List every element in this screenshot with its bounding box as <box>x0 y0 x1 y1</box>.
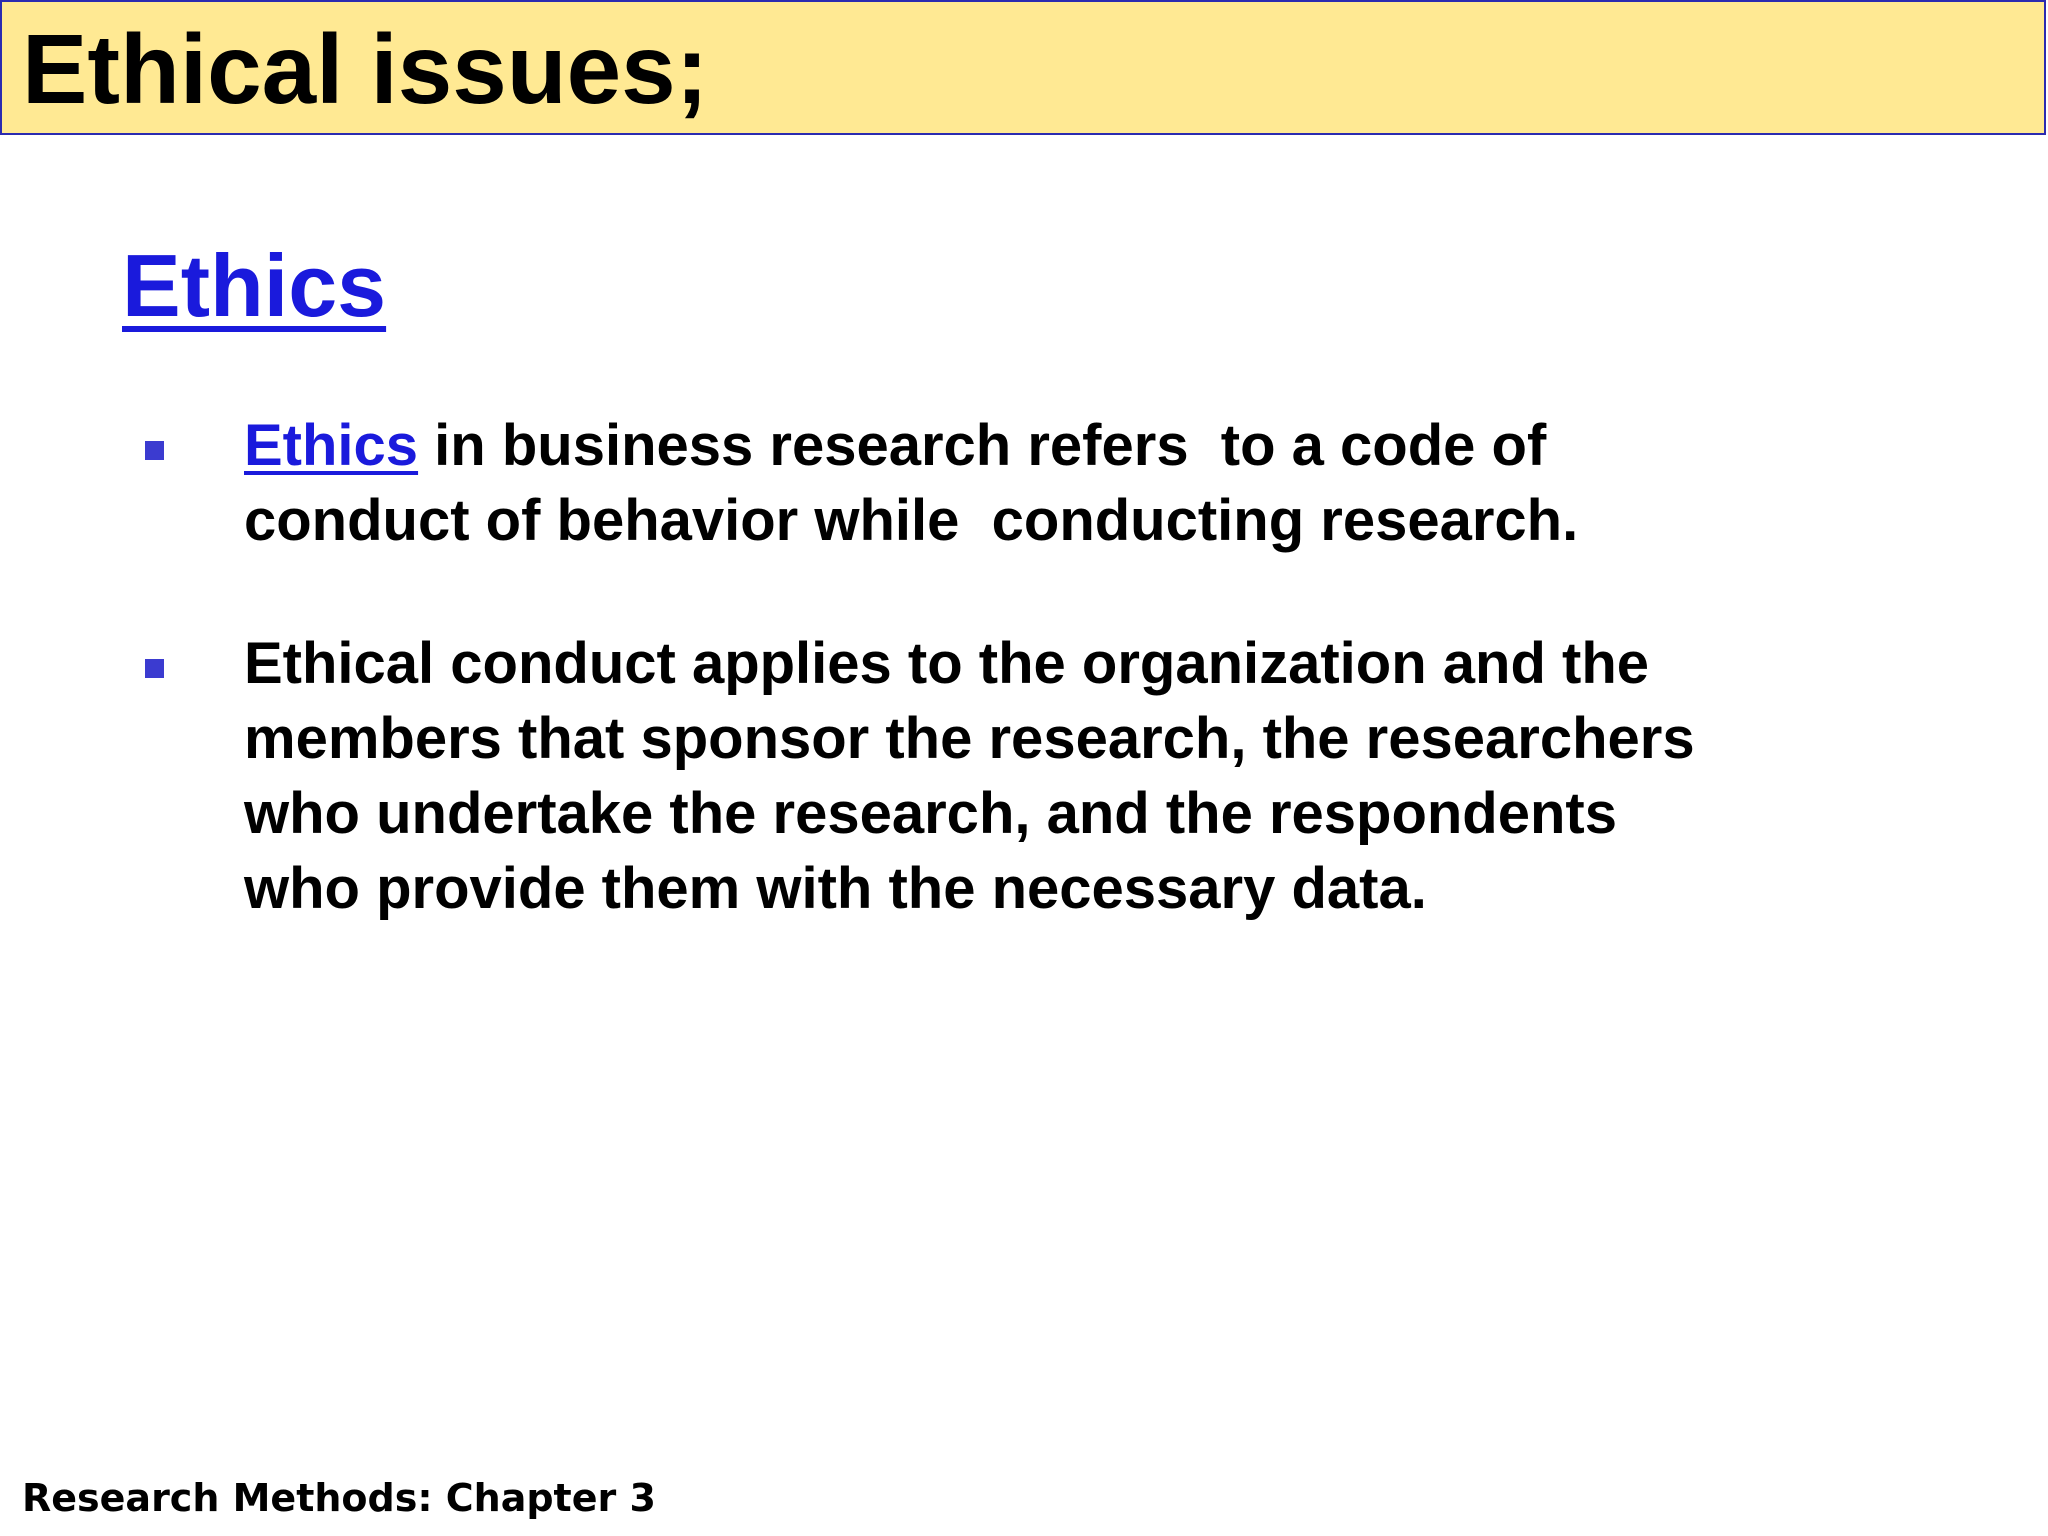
bullet-text-line: who undertake the research, and the respondents <box>244 781 1617 846</box>
bullet-text-line: members that sponsor the research, the researchers <box>244 706 1695 771</box>
bullet-text-line: conduct of behavior while conducting research. <box>244 488 1579 553</box>
ethics-link[interactable]: Ethics <box>244 413 419 478</box>
square-bullet-icon <box>145 659 164 678</box>
bullet-text-line: who provide them with the necessary data. <box>244 856 1427 921</box>
slide-title: Ethical issues; <box>22 14 709 124</box>
bullet-text <box>244 408 1944 558</box>
slide-footer: Research Methods: Chapter 3 <box>22 1476 656 1520</box>
square-bullet-icon <box>145 441 164 460</box>
bullet-text-line: Ethical conduct applies to the organization and the <box>244 631 1649 696</box>
bullet-text-line: in business research refers to a code of <box>418 413 1547 478</box>
bullet-text <box>244 626 1944 926</box>
section-heading-ethics[interactable]: Ethics <box>122 236 387 335</box>
